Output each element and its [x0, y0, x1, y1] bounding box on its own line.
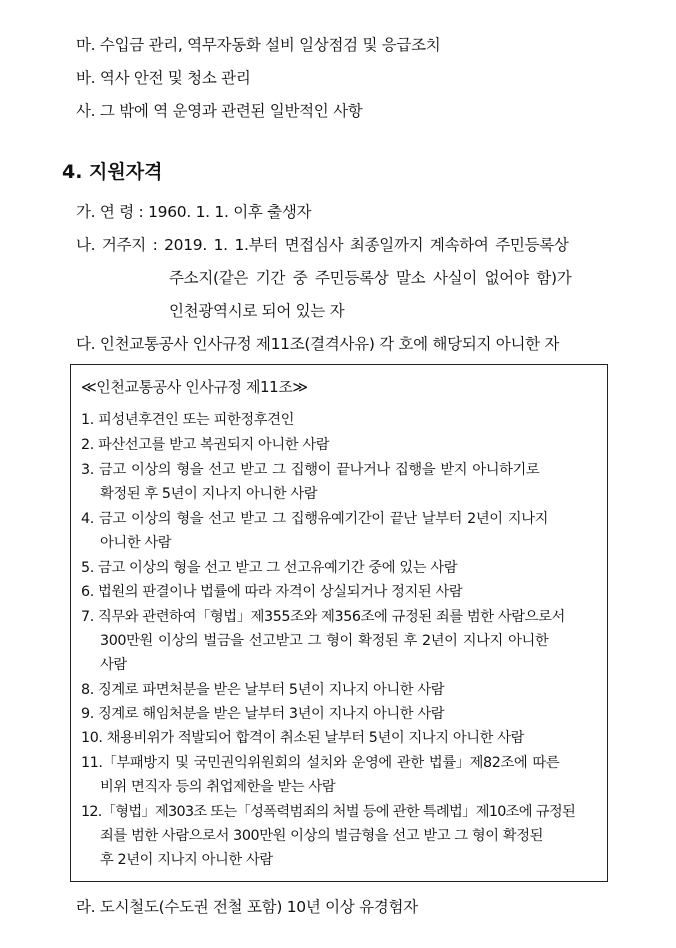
rule-line: 11.「부패방지 및 국민권익위원회의 설치와 운영에 관한 법률」제82조에 따른 [81, 755, 560, 771]
item-na-residence-cont2: 인천광역시로 되어 있는 자 [169, 302, 345, 320]
item-ma: 마. 수입금 관리, 역무자동화 설비 일상점검 및 응급조치 [76, 36, 441, 54]
rule-line: 1. 피성년후견인 또는 피한정후견인 [81, 412, 295, 428]
rule-line: 9. 징계로 해임처분을 받은 날부터 3년이 지나지 아니한 사람 [81, 706, 445, 722]
rule-line: 12.「형법」제303조 또는「성폭력범죄의 처벌 등에 관한 특례법」제10조에 규정된 [81, 804, 576, 820]
rule-line: 후 2년이 지나지 아니한 사람 [100, 852, 273, 868]
item-da-disqualification: 다. 인천교통공사 인사규정 제11조(결격사유) 각 호에 해당되지 아니한 자 [76, 335, 560, 353]
rules-box [70, 364, 608, 882]
rule-line: 3. 금고 이상의 형을 선고 받고 그 집행이 끝나거나 집행을 받지 아니하기로 [81, 462, 540, 478]
item-sa: 사. 그 밖에 역 운영과 관련된 일반적인 사항 [76, 102, 363, 120]
item-ga-age: 가. 연 령 : 1960. 1. 1. 이후 출생자 [76, 203, 312, 221]
rule-line: 아니한 사람 [100, 535, 172, 551]
rule-line: 7. 직무와 관련하여「형법」제355조와 제356조에 규정된 죄를 범한 사람으로서 [81, 609, 565, 625]
rule-line: 300만원 이상의 벌금을 선고받고 그 형이 확정된 후 2년이 지나지 아니한 [100, 633, 549, 649]
item-ba: 바. 역사 안전 및 청소 관리 [76, 69, 251, 87]
rule-line: 확정된 후 5년이 지나지 아니한 사람 [100, 486, 318, 502]
rule-line: 6. 법원의 판결이나 법률에 따라 자격이 상실되거나 정지된 사람 [81, 584, 463, 600]
rule-line: 사람 [100, 657, 127, 673]
rule-line: 10. 채용비위가 적발되어 합격이 취소된 날부터 5년이 지나지 아니한 사람 [81, 730, 525, 746]
rule-line: 비위 면직자 등의 취업제한을 받는 사람 [100, 779, 336, 795]
section-heading: 4. 지원자격 [62, 161, 163, 183]
item-na-residence-cont1: 주소지(같은 기간 중 주민등록상 말소 사실이 없어야 함)가 [169, 269, 572, 287]
item-na-residence: 나. 거주지 : 2019. 1. 1.부터 면접심사 최종일까지 계속하여 주민등록상 [76, 236, 569, 254]
rules-box-title: ≪인천교통공사 인사규정 제11조≫ [81, 378, 308, 396]
rule-line: 죄를 범한 사람으로서 300만원 이상의 벌금형을 선고 받고 그 형이 확정된 [100, 828, 544, 844]
rule-line: 4. 금고 이상의 형을 선고 받고 그 집행유예기간이 끝난 날부터 2년이 지나지 [81, 511, 549, 527]
rule-line: 8. 징계로 파면처분을 받은 날부터 5년이 지나지 아니한 사람 [81, 682, 445, 698]
rule-line: 2. 파산선고를 받고 복권되지 아니한 사람 [81, 437, 330, 453]
item-ra-experience: 라. 도시철도(수도권 전철 포함) 10년 이상 유경험자 [76, 898, 418, 916]
rule-line: 5. 금고 이상의 형을 선고 받고 그 선고유예기간 중에 있는 사람 [81, 560, 458, 576]
